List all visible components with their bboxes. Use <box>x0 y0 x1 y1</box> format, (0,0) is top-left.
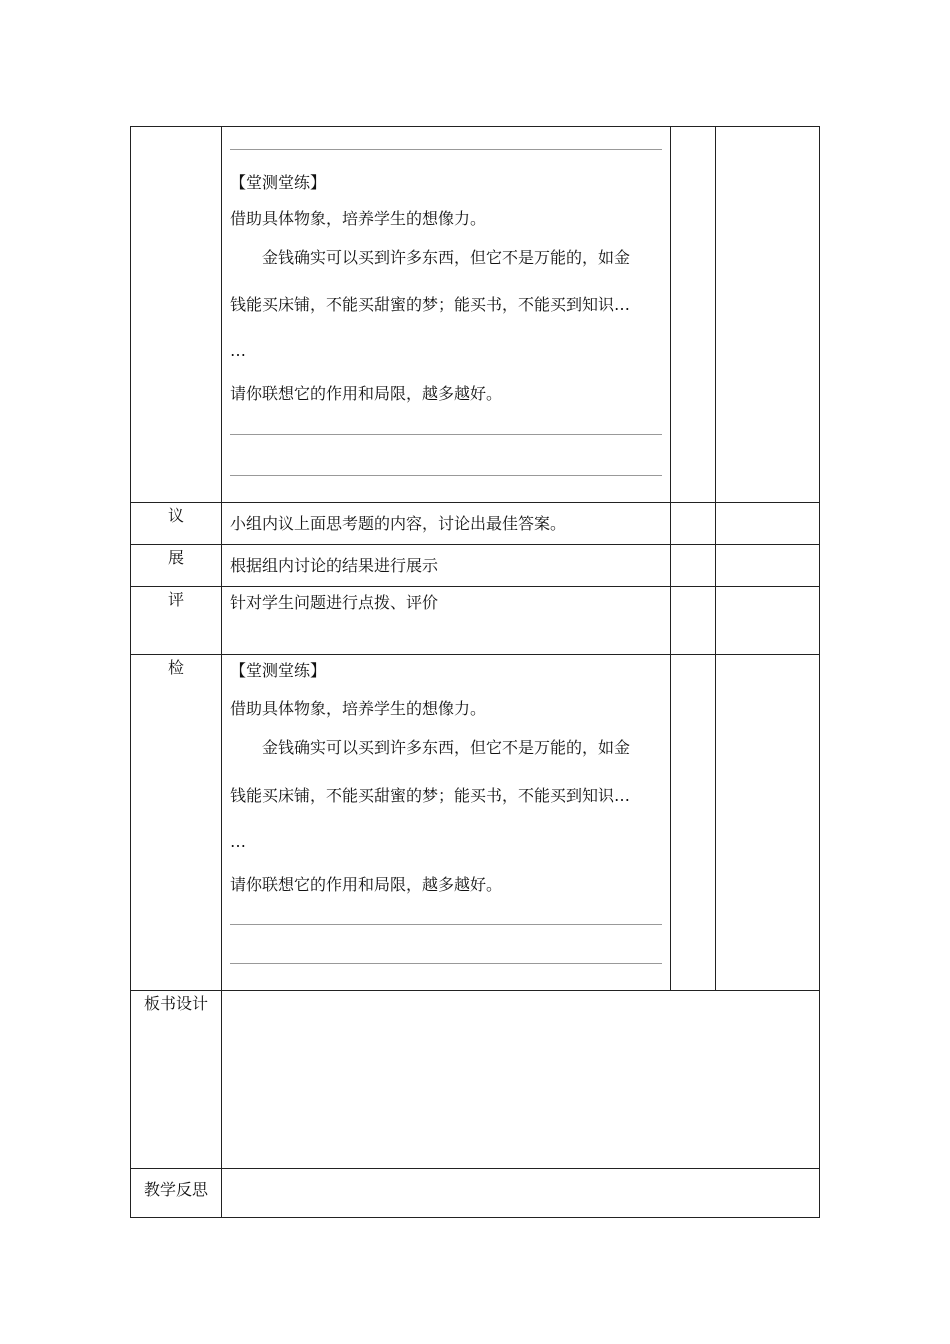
practice-line-5: 请你联想它的作用和局限，越多越好。 <box>230 384 503 403</box>
evaluate-label: 评 <box>131 587 222 655</box>
reflection-row <box>131 1169 820 1218</box>
reflection-content <box>222 1169 820 1218</box>
practice-heading: 【堂测堂练】 <box>230 173 327 192</box>
practice-line-1: 借助具体物象，培养学生的想像力。 <box>230 209 487 228</box>
check-label: 检 <box>131 655 222 991</box>
check-line-3: 钱能买床铺，不能买甜蜜的梦；能买书，不能买到知识… <box>230 786 631 805</box>
check-answer-line-1 <box>230 924 662 925</box>
evaluate-text: 针对学生问题进行点拨、评价 <box>230 593 439 612</box>
check-content-cell <box>222 655 671 991</box>
practice-line-3: 钱能买床铺，不能买甜蜜的梦；能买书，不能买到知识… <box>230 295 631 314</box>
present-row <box>131 545 820 587</box>
board-design-label: 板书设计 <box>131 991 222 1169</box>
board-design-row <box>131 991 820 1169</box>
practice-line-2: 金钱确实可以买到许多东西，但它不是万能的，如金 <box>262 248 631 267</box>
present-label: 展 <box>131 545 222 587</box>
answer-line-2 <box>230 475 662 476</box>
practice-notes-cell <box>716 127 820 503</box>
check-heading: 【堂测堂练】 <box>230 661 327 680</box>
board-design-content <box>222 991 820 1169</box>
discuss-row <box>131 503 820 545</box>
check-row <box>131 655 820 991</box>
practice-content-cell <box>222 127 671 503</box>
check-answer-line-2 <box>230 963 662 964</box>
check-line-4: … <box>230 832 246 851</box>
practice-blank-cell <box>671 127 716 503</box>
discuss-text: 小组内议上面思考题的内容，讨论出最佳答案。 <box>230 513 567 533</box>
present-text: 根据组内讨论的结果进行展示 <box>230 555 439 575</box>
lesson-plan-table <box>130 126 820 1218</box>
practice-row <box>131 127 820 503</box>
check-line-5: 请你联想它的作用和局限，越多越好。 <box>230 875 503 894</box>
reflection-label: 教学反思 <box>131 1169 222 1218</box>
check-line-1: 借助具体物象，培养学生的想像力。 <box>230 699 487 718</box>
discuss-label: 议 <box>131 503 222 545</box>
practice-line-4: … <box>230 341 246 360</box>
answer-line-1 <box>230 434 662 435</box>
evaluate-row <box>131 587 820 655</box>
practice-label-cell <box>131 127 222 503</box>
check-line-2: 金钱确实可以买到许多东西，但它不是万能的，如金 <box>262 738 631 757</box>
